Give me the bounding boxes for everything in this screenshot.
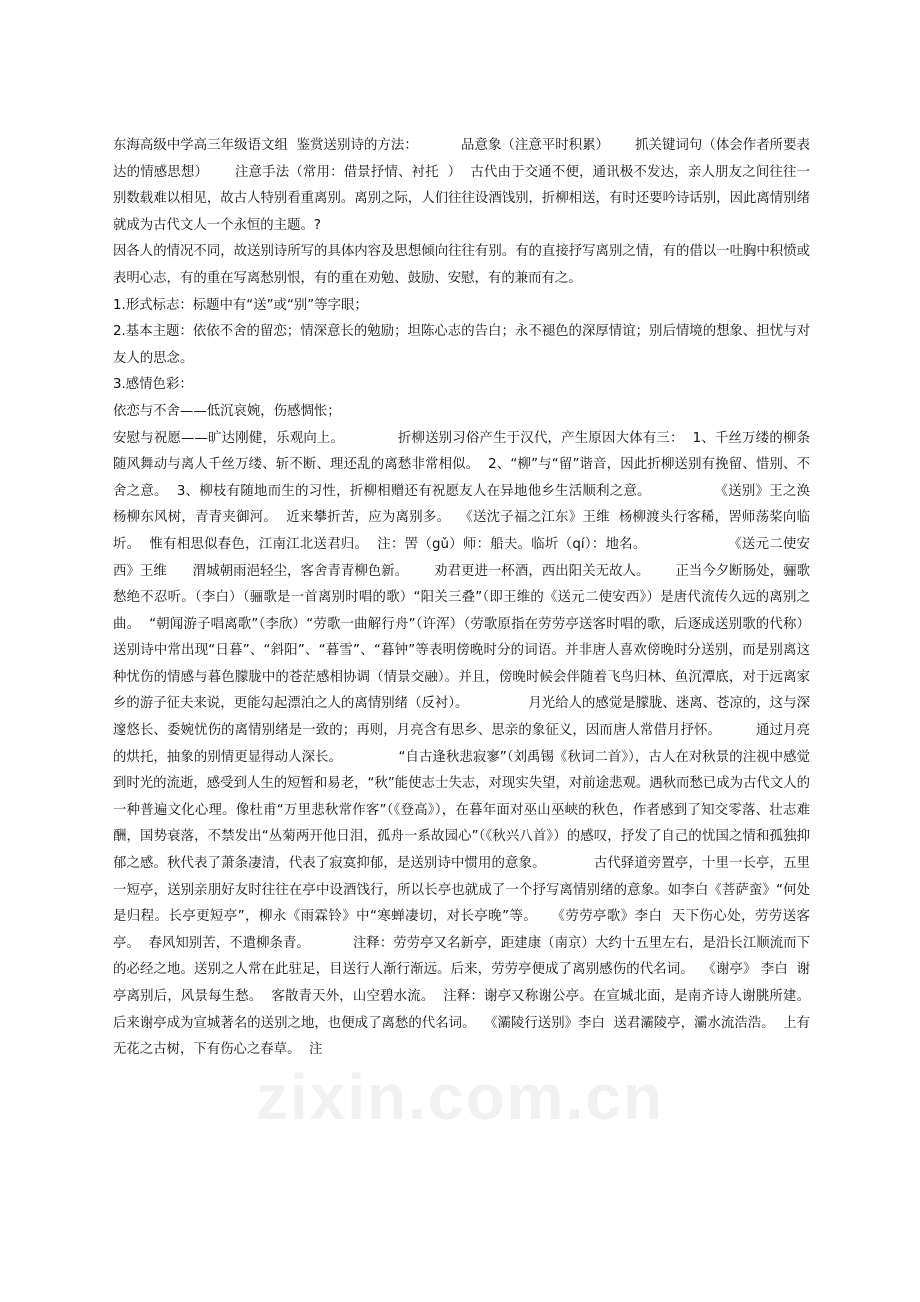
paragraph-main-body: 安慰与祝愿——旷达刚健，乐观向上。 折柳送别习俗产生于汉代，产生原因大体有三： 1、千丝万缕的柳条随风舞动与离人千丝万缕、斩不断、理还乱的离愁非常相似。 2、“柳”与“留”谐音，因此折柳送别有挽留、惜别、不舍之意。 3、柳枝有随地而生的习性，折柳相赠还有祝愿友人在异地他乡生活顺利之意。 《送别》王之涣 杨柳东风树，青青夹御河。 近来攀折苦，应为离别多。 《送沈子福之江东》王维 杨柳渡头行客稀，罟师荡桨向临圻。 惟有相思似春色，江南江北送君归。 注：罟（gǔ）师：船夫。临圻（qí）：地名。 《送元二使安西》王维 渭城朝雨浥轻尘，客舍青青柳色新。 劝君更进一杯酒，西出阳关无故人。 正当今夕断肠处，骊歌愁绝不忍听。（李白）（骊歌是一首离别时唱的歌）“阳关三叠”（即王维的《送元二使安西》）是唐代流传久远的离别之曲。 “朝闻游子唱离歌”（李欣）“劳歌一曲解行舟”（许浑）（劳歌原指在劳劳亭送客时唱的歌，后逐成送别歌的代称） 送别诗中常出现“日暮”、“斜阳”、“暮雪”、“暮钟”等表明傍晚时分的词语。并非唐人喜欢傍晚时分送别，而是别离这种忧伤的情感与暮色朦胧中的苍茫感相协调（情景交融）。并且，傍晚时候会伴随着飞鸟归林、鱼沉潭底，对于远离家乡的游子征夫来说，更能勾起漂泊之人的离情别绪（反衬）。 月光给人的感觉是朦胧、迷离、苍凉的，这与深邃悠长、委婉忧伤的离情别绪是一致的；再则，月亮含有思乡、思亲的象征义，因而唐人常借月抒怀。 通过月亮的烘托，抽象的别情更显得动人深长。 “自古逢秋悲寂寥”（刘禹锡《秋词二首》），古人在对秋景的注视中感觉到时光的流逝，感受到人生的短暂和易老，“秋”能使志士失志，对现实失望，对前途悲观。遇秋而愁已成为古代文人的一种普遍文化心理。像杜甫“万里悲秋常作客”（《登高》），在暮年面对巫山巫峡的秋色，作者感到了知交零落、壮志难酬，国势衰落，不禁发出“丛菊两开他日泪，孤舟一系故园心”（《秋兴八首》）的感叹，抒发了自己的忧国之情和孤独抑郁之感。秋代表了萧条凄清，代表了寂寞抑郁，是送别诗中惯用的意象。 古代驿道旁置亭，十里一长亭，五里一短亭，送别亲朋好友时往往在亭中设酒饯行，所以长亭也就成了一个抒写离情别绪的意象。如李白《菩萨蛮》“何处是归程。长亭更短亭”，柳永《雨霖铃》中“寒蝉凄切，对长亭晚”等。 《劳劳亭歌》李白 天下伤心处，劳劳送客亭。 春风知别苦，不遣柳条青。 注释：劳劳亭又名新亭，距建康（南京）大约十五里左右，是沿长江顺流而下的必经之地。送别之人常在此驻足，目送行人渐行渐远。后来，劳劳亭便成了离别感伤的代名词。 《谢亭》 李白 谢亭离别后，风景每生愁。 客散青天外，山空碧水流。 注释：谢亭又称谢公亭。在宣城北面，是南齐诗人谢朓所建。后来谢亭成为宣城著名的送别之地，也便成了离愁的代名词。 《灞陵行送别》李白 送君灞陵亭，灞水流浩浩。 上有无花之古树，下有伤心之春草。 注 <box>113 430 883 1058</box>
paragraph-form-marker: 1.形式标志：标题中有“送”或“别”等字眼； <box>113 297 368 313</box>
paragraph-emotion-reluctance: 依恋与不舍——低沉哀婉，伤感惆怅； <box>113 403 341 419</box>
paragraph-basic-theme: 2.基本主题：依依不舍的留恋；情深意长的勉励；坦陈心志的告白；永不褪色的深厚情谊；别后情境的想象、担忧与对友人的思念。 <box>113 324 810 366</box>
watermark: zixin.com.cn <box>255 1061 665 1133</box>
paragraph-intro: 东海高级中学高三年级语文组 鉴赏送别诗的方法： 品意象（注意平时积累） 抓关键词句（体会作者所要表达的情感思想） 注意手法（常用：借景抒情、衬托 ） 古代由于交通不便，通讯极不发达，亲人朋友之间往往一别数载难以相见，故古人特别看重离别。离别之际，人们往往设酒饯别，折柳相送，有时还要吟诗话别，因此离情别绪就成为古代文人一个永恒的主题。? <box>113 138 810 233</box>
paragraph-varieties: 因各人的情况不同，故送别诗所写的具体内容及思想倾向往往有别。有的直接抒写离别之情，有的借以一吐胸中积愤或表明心志，有的重在写离愁别恨，有的重在劝勉、鼓励、安慰，有的兼而有之。 <box>113 244 810 286</box>
document-body <box>113 133 883 1064</box>
paragraph-emotion-heading: 3.感情色彩： <box>113 377 193 393</box>
